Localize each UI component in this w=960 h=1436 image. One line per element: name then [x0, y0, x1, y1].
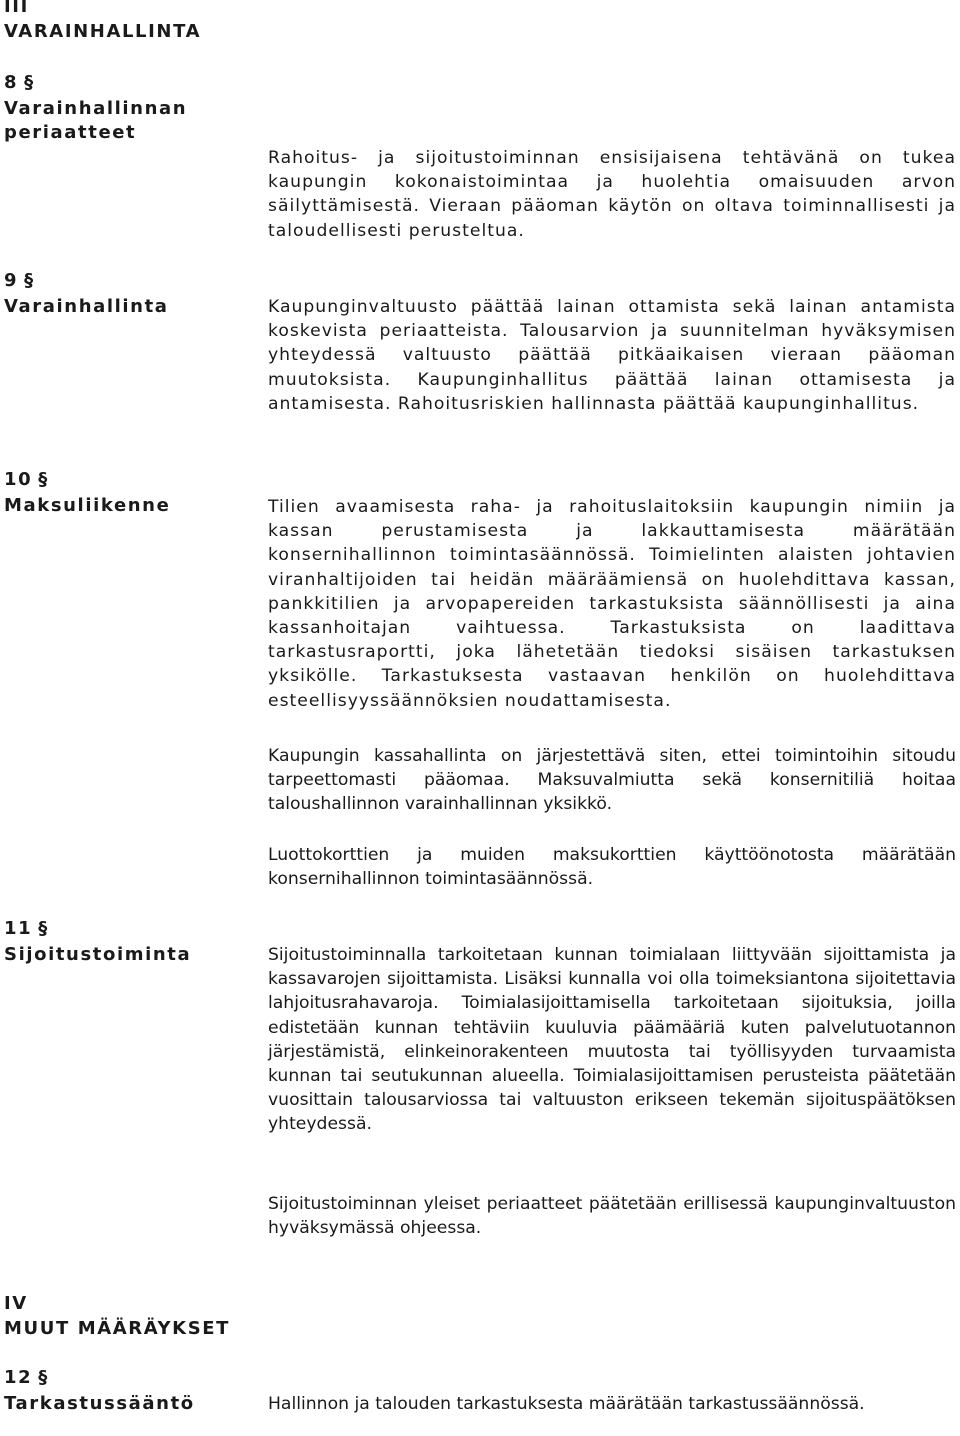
section-number: 8	[4, 72, 19, 93]
section-9-paragraph: Kaupunginvaltuusto päättää lainan ottamista sekä lainan antamista koskevista periaatteista. Talousarvion ja suunnitelman hyväksymisen yhteydessä valtuusto päättää pitkäaikaisen vieraan pääoman muutoksista. Kaupunginhallitus päättää lainan ottamisesta ja antamisesta. Rahoitusriskien hallinnasta päättää kaupunginhallitus.	[268, 297, 956, 414]
section-symbol: §	[38, 469, 49, 490]
section-symbol: §	[38, 1367, 49, 1388]
section-12-paragraph: Hallinnon ja talouden tarkastuksesta määrätään tarkastussäännössä.	[268, 1394, 865, 1414]
section-10-paragraph-3: Luottokorttien ja muiden maksukorttien käyttöönotosta määrätään konsernihallinnon toimintasäännössä.	[268, 845, 956, 890]
section-title: Sijoitustoiminta	[4, 944, 192, 965]
section-number: 12	[4, 1367, 33, 1388]
section-title: Varainhallinnan periaatteet	[4, 98, 188, 143]
section-symbol: §	[24, 270, 35, 291]
part-iii-number: III	[4, 0, 29, 17]
section-10-paragraph-2: Kaupungin kassahallinta on järjestettävä siten, ettei toimintoihin sitoudu tarpeettomasti pääomaa. Maksuvalmiutta sekä konsernitiliä hoitaa taloushallinnon varainhallinnan yksikkö.	[268, 746, 956, 815]
section-10-heading	[4, 468, 224, 518]
section-8-paragraph: Rahoitus- ja sijoitustoiminnan ensisijaisena tehtävänä on tukea kaupungin kokonaistoimintaa ja huolehtia omaisuuden arvon säilyttämisestä. Vieraan pääoman käytön on oltava toiminnallisesti ja taloudellisesti perusteltua.	[268, 148, 956, 241]
section-11-paragraph-1: Sijoitustoiminnalla tarkoitetaan kunnan toimialaan liittyvään sijoittamista ja kassavarojen sijoittamista. Lisäksi kunnalla voi olla toimeksiantona sijoitettavia lahjoitusrahavaroja. Toimialasijoittamisella tarkoitetaan sijoituksia, joilla edistetään kunnan tehtäviin kuuluvia päämääriä kuten palvelutuotannon järjestämistä, elinkeinorakenteen muutosta tai työllisyyden turvaamista kunnan tai seutukunnan alueella. Toimialasijoittamisen perusteista päätetään vuosittain talousarviossa tai valtuuston erikseen tekemän sijoituspäätöksen yhteydessä.	[268, 945, 956, 1135]
part-iii-title: VARAINHALLINTA	[4, 21, 202, 42]
section-symbol: §	[24, 72, 35, 93]
part-iv-number: IV	[4, 1293, 28, 1314]
section-12-heading	[4, 1366, 224, 1416]
section-11-heading	[4, 917, 224, 967]
section-8-heading	[4, 71, 224, 145]
section-number: 9	[4, 270, 19, 291]
section-title: Maksuliikenne	[4, 495, 171, 516]
section-11-paragraph-2: Sijoitustoiminnan yleiset periaatteet päätetään erillisessä kaupunginvaltuuston hyväksymässä ohjeessa.	[268, 1194, 956, 1239]
section-title: Tarkastussääntö	[4, 1393, 195, 1414]
section-10-paragraph-1: Tilien avaamisesta raha- ja rahoituslaitoksiin kaupungin nimiin ja kassan perustamisesta ja lakkauttamisesta määrätään konsernihallinnon toimintasäännössä. Toimielinten alaisten johtavien viranhaltijoiden tai heidän määräämiensä on huolehdittava kassan, pankkitilien ja arvopapereiden tarkastuksista säännöllisesti ja aina kassanhoitajan vaihtuessa. Tarkastuksista on laadittava tarkastusraportti, joka lähetetään tiedoksi sisäisen tarkastuksen yksikölle. Tarkastuksesta vastaavan henkilön on huolehdittava esteellisyyssäännöksien noudattamisesta.	[268, 497, 956, 711]
section-number: 11	[4, 918, 33, 939]
section-number: 10	[4, 469, 33, 490]
part-iv-title: MUUT MÄÄRÄYKSET	[4, 1318, 231, 1339]
section-title: Varainhallinta	[4, 296, 169, 317]
section-symbol: §	[38, 918, 49, 939]
section-9-heading	[4, 269, 224, 319]
